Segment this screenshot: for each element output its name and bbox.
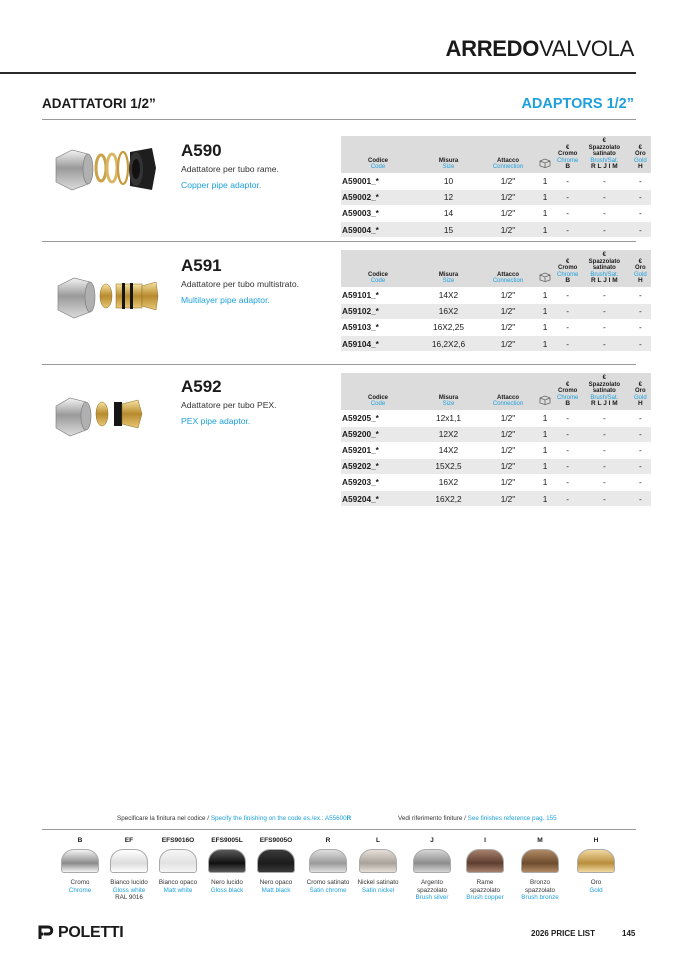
finish-swatch [105,837,153,902]
header-brushed: € Spazzolato satinato Brush/Sat. R L J I M [579,136,629,173]
cell-code: A59004_* [341,221,415,237]
cell-code: A59002_* [341,189,415,205]
finish-cap-icon [159,849,197,873]
cell-brushed: - [579,173,629,189]
multilayer-adaptor-image [52,268,168,324]
table-row [341,426,651,442]
cell-chrome: - [556,205,579,221]
header-gold: € Oro Gold H [629,136,651,173]
header-size: Misura Size [415,373,482,410]
cell-brushed: - [579,458,629,474]
cell-size: 16X2,2 [415,490,482,506]
cell-gold: - [629,410,651,426]
cell-connection: 1/2" [482,189,534,205]
product-code: A592 [181,377,222,396]
finish-code: B [77,837,83,844]
cell-pack: 1 [534,490,556,506]
cell-code: A59201_* [341,442,415,458]
header-pack [534,136,556,173]
cell-pack: 1 [534,173,556,189]
cell-pack: 1 [534,410,556,426]
cell-gold: - [629,458,651,474]
product-desc-it: Adattatore per tubo multistrato. [181,279,299,289]
cell-pack: 1 [534,426,556,442]
cell-gold: - [629,287,651,303]
cell-chrome: - [556,221,579,237]
section-rule [42,119,636,120]
finish-swatch [304,837,352,894]
cell-pack: 1 [534,442,556,458]
finish-name-en: Brush silver [415,894,449,902]
cell-size: 10 [415,173,482,189]
pex-adaptor-image [52,388,148,442]
cell-brushed: - [579,189,629,205]
cell-code: A59203_* [341,474,415,490]
header-code: Codice Code [341,250,415,287]
cell-gold: - [629,474,651,490]
cell-code: A59104_* [341,335,415,351]
cell-chrome: - [556,426,579,442]
cell-chrome: - [556,287,579,303]
table-row [341,319,651,335]
copper-adaptor-image [52,140,162,200]
cell-connection: 1/2" [482,474,534,490]
cell-brushed: - [579,303,629,319]
cell-code: A59001_* [341,173,415,189]
finish-extra: RAL 9016 [115,894,143,902]
cell-pack: 1 [534,474,556,490]
cell-gold: - [629,490,651,506]
cell-pack: 1 [534,319,556,335]
finish-code: I [484,837,486,844]
cell-pack: 1 [534,287,556,303]
finish-note-right: Vedi riferimento finiture / See finishes reference pag. 155 [398,815,557,822]
cell-size: 14X2 [415,287,482,303]
finish-name-it: Nero lucido [211,879,243,886]
cell-brushed: - [579,319,629,335]
finish-name-en: Gold [589,886,603,894]
cell-gold: - [629,303,651,319]
header-code: Codice Code [341,373,415,410]
cell-gold: - [629,189,651,205]
cell-gold: - [629,205,651,221]
cell-brushed: - [579,221,629,237]
product-table-a591 [341,250,651,351]
finish-name-it: Argento spazzolato [416,879,448,894]
header-chrome: € Cromo Chrome B [556,373,579,410]
finish-code: EFS9005L [211,837,243,844]
brand-title: ARREDOVALVOLA [445,36,634,61]
finish-name-en: Brush bronze [521,894,559,902]
cell-chrome: - [556,335,579,351]
cell-connection: 1/2" [482,490,534,506]
table-header [341,250,651,287]
finish-code: L [375,837,381,844]
cell-connection: 1/2" [482,173,534,189]
table-row [341,474,651,490]
finish-name-it: Bianco opaco [158,879,198,886]
section-title-en: ADAPTORS 1/2” [521,96,634,112]
product-desc-it: Adattatore per tubo rame. [181,164,279,174]
finish-name-en: Chrome [68,886,92,894]
cell-code: A59003_* [341,205,415,221]
table-row [341,490,651,506]
finish-name-en: Matt white [163,886,193,894]
table-row [341,303,651,319]
cell-brushed: - [579,474,629,490]
cell-chrome: - [556,303,579,319]
finish-name-en: Brush copper [466,894,504,902]
finish-cap-icon [521,849,559,873]
product-code: A590 [181,141,222,160]
cell-pack: 1 [534,303,556,319]
cell-size: 16X2 [415,474,482,490]
cell-connection: 1/2" [482,319,534,335]
finish-name-it: Rame spazzolato [469,879,501,894]
cell-size: 12x1,1 [415,410,482,426]
cell-gold: - [629,221,651,237]
cell-chrome: - [556,458,579,474]
finish-swatch [354,837,402,894]
cell-brushed: - [579,490,629,506]
cell-connection: 1/2" [482,426,534,442]
table-row [341,410,651,426]
finish-name-it: Oro [590,879,602,886]
finish-code: R [325,837,331,844]
finish-swatch [203,837,251,894]
finish-cap-icon [208,849,246,873]
finish-code: EFS9005O [259,837,293,844]
finish-cap-icon [577,849,615,873]
finish-code: H [593,837,599,844]
finish-cap-icon [359,849,397,873]
cell-size: 14X2 [415,442,482,458]
finish-cap-icon [466,849,504,873]
cell-code: A59103_* [341,319,415,335]
cell-gold: - [629,173,651,189]
cell-pack: 1 [534,458,556,474]
cell-chrome: - [556,410,579,426]
cell-brushed: - [579,426,629,442]
cell-brushed: - [579,410,629,426]
table-header [341,136,651,173]
finish-name-it: Nickel satinato [357,879,399,886]
cell-connection: 1/2" [482,458,534,474]
page-number: 145 [622,929,636,938]
finish-swatch [516,837,564,902]
table-row [341,189,651,205]
finish-code: M [537,837,543,844]
cell-size: 16X2,25 [415,319,482,335]
product-table-a592 [341,373,651,506]
header-pack [534,250,556,287]
table-row [341,287,651,303]
cell-size: 12 [415,189,482,205]
cell-gold: - [629,442,651,458]
table-row [341,205,651,221]
finish-name-it: Nero opaco [259,879,293,886]
box-icon [539,158,551,168]
section-title-it: ADATTATORI 1/2” [42,96,156,111]
cell-connection: 1/2" [482,442,534,458]
header-size: Misura Size [415,250,482,287]
finish-swatch [572,837,620,894]
finish-name-it: Bronzo spazzolato [524,879,556,894]
cell-connection: 1/2" [482,335,534,351]
cell-size: 15 [415,221,482,237]
finish-swatch [154,837,202,894]
cell-chrome: - [556,189,579,205]
cell-connection: 1/2" [482,410,534,426]
header-size: Misura Size [415,136,482,173]
cell-size: 12X2 [415,426,482,442]
finish-cap-icon [309,849,347,873]
cell-chrome: - [556,490,579,506]
finish-name-en: Satin nickel [361,886,395,894]
product-desc-en: Multilayer pipe adaptor. [181,295,270,305]
logo-text: POLETTI [58,924,124,941]
finish-code: J [430,837,434,844]
table-row [341,221,651,237]
header-connection: Attacco Connection [482,250,534,287]
finish-name-en: Satin chrome [309,886,347,894]
table-row [341,458,651,474]
cell-size: 16,2X2,6 [415,335,482,351]
poletti-logo [38,924,123,942]
cell-connection: 1/2" [482,221,534,237]
cell-pack: 1 [534,205,556,221]
finish-name-en: Gloss black [210,886,244,894]
finish-code: EFS9016O [161,837,195,844]
header-gold: € Oro Gold H [629,373,651,410]
table-row [341,442,651,458]
header-chrome: € Cromo Chrome B [556,250,579,287]
cell-size: 16X2 [415,303,482,319]
cell-gold: - [629,426,651,442]
finish-name-en: Gloss white [112,886,146,894]
header-brushed: € Spazzolato satinato Brush/Sat. R L J I M [579,373,629,410]
cell-code: A59200_* [341,426,415,442]
cell-connection: 1/2" [482,303,534,319]
table-header [341,373,651,410]
cell-chrome: - [556,442,579,458]
finish-note-left: Specificare la finitura nel codice / Specify the finishing on the code es./ex.: A55600R [117,815,352,822]
cell-pack: 1 [534,221,556,237]
cell-connection: 1/2" [482,205,534,221]
product-desc-it: Adattatore per tubo PEX. [181,400,277,410]
header-gold: € Oro Gold H [629,250,651,287]
finish-name-en: Matt black [261,886,291,894]
finish-code: EF [124,837,134,844]
header-pack [534,373,556,410]
cell-connection: 1/2" [482,287,534,303]
finish-cap-icon [110,849,148,873]
cell-size: 14 [415,205,482,221]
finish-name-it: Bianco lucido [110,879,148,886]
cell-code: A59202_* [341,458,415,474]
table-row [341,173,651,189]
header-rule [0,72,636,74]
cell-brushed: - [579,205,629,221]
finish-cap-icon [61,849,99,873]
cell-pack: 1 [534,189,556,205]
cell-code: A59102_* [341,303,415,319]
finish-swatch [252,837,300,894]
cell-code: A59204_* [341,490,415,506]
finish-name-it: Cromo [70,879,90,886]
finish-swatch [461,837,509,902]
cell-pack: 1 [534,335,556,351]
cell-code: A59101_* [341,287,415,303]
box-icon [539,395,551,405]
poletti-logo-icon [38,925,56,941]
header-brushed: € Spazzolato satinato Brush/Sat. R L J I M [579,250,629,287]
finish-swatch [56,837,104,894]
finish-swatch [408,837,456,902]
cell-brushed: - [579,335,629,351]
table-row [341,335,651,351]
cell-gold: - [629,335,651,351]
cell-chrome: - [556,319,579,335]
header-chrome: € Cromo Chrome B [556,136,579,173]
finish-cap-icon [413,849,451,873]
cell-brushed: - [579,442,629,458]
cell-brushed: - [579,287,629,303]
finish-cap-icon [257,849,295,873]
price-list-label: 2026 PRICE LIST [531,929,596,938]
header-connection: Attacco Connection [482,373,534,410]
cell-size: 15X2,5 [415,458,482,474]
cell-gold: - [629,319,651,335]
box-icon [539,272,551,282]
header-connection: Attacco Connection [482,136,534,173]
header-code: Codice Code [341,136,415,173]
cell-chrome: - [556,474,579,490]
product-table-a590 [341,136,651,237]
cell-chrome: - [556,173,579,189]
product-desc-en: PEX pipe adaptor. [181,416,251,426]
cell-code: A59205_* [341,410,415,426]
product-code: A591 [181,256,222,275]
finish-name-it: Cromo satinato [306,879,350,886]
finish-rule [42,829,636,830]
product-desc-en: Copper pipe adaptor. [181,180,262,190]
